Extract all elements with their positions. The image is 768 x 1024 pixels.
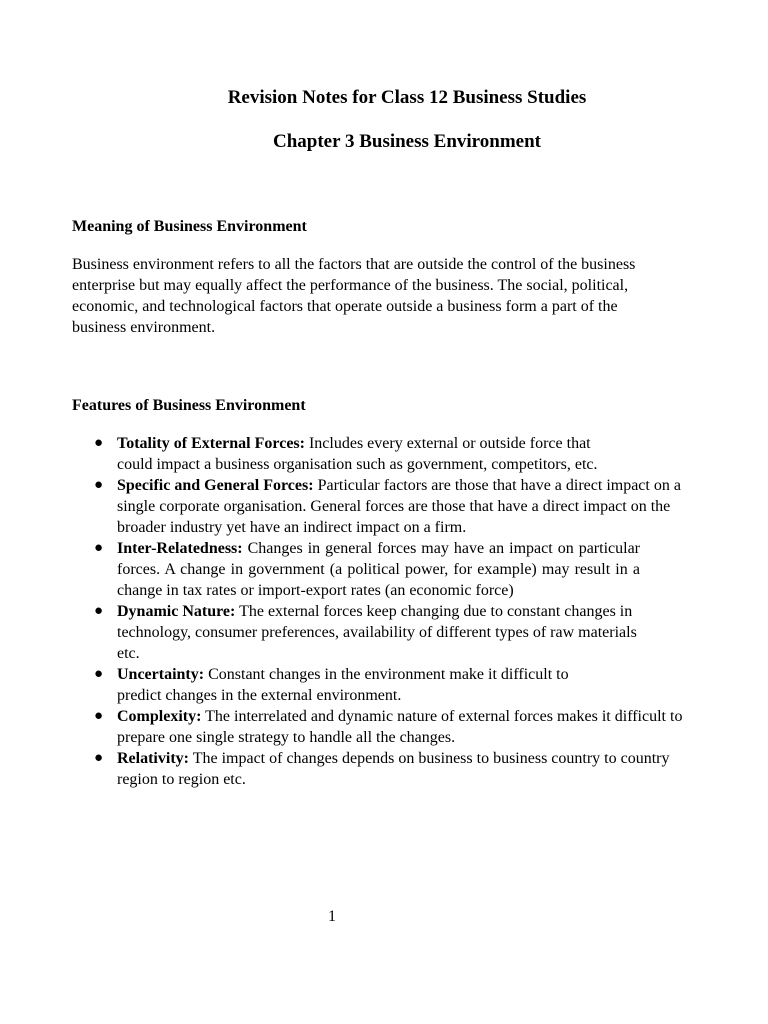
feature-term: Specific and General Forces: bbox=[117, 477, 314, 494]
meaning-paragraph: Business environment refers to all the factors that are outside the control of the business enterprise but may equally affect the performance of the business. The social, political, economic, and technological factors that operate outside a business form a part of the business environment. bbox=[72, 256, 636, 336]
feature-item bbox=[72, 433, 692, 475]
feature-body bbox=[117, 748, 692, 790]
feature-item bbox=[72, 601, 692, 664]
feature-text: Changes in general forces may have an impact on particular forces. A change in government (a political power, for example) may result in a change in tax rates or import-export rates (an economic force) bbox=[117, 540, 640, 599]
feature-text: The impact of changes depends on business to business country to country region to region etc. bbox=[117, 750, 670, 788]
bullet-icon: ● bbox=[94, 708, 104, 724]
feature-item bbox=[72, 748, 692, 790]
feature-term: Relativity: bbox=[117, 750, 189, 767]
feature-body bbox=[117, 706, 692, 748]
features-heading: Features of Business Environment bbox=[72, 397, 306, 414]
feature-term: Complexity: bbox=[117, 708, 202, 725]
feature-body bbox=[117, 477, 681, 536]
feature-item bbox=[72, 475, 692, 538]
bullet-icon: ● bbox=[94, 477, 104, 493]
feature-text: Particular factors are those that have a direct impact on a single corporate organisation. General forces are those that have a direct impact on the broader industry yet have an indirect impact on a firm. bbox=[117, 477, 681, 536]
feature-item bbox=[72, 538, 692, 601]
feature-term: Dynamic Nature: bbox=[117, 603, 236, 620]
feature-body bbox=[117, 664, 617, 706]
chapter-title: Chapter 3 Business Environment bbox=[273, 131, 541, 152]
page-number: 1 bbox=[328, 908, 336, 925]
feature-text: The interrelated and dynamic nature of external forces makes it difficult to prepare one single strategy to handle all the changes. bbox=[117, 708, 683, 746]
feature-text: Constant changes in the environment make it difficult to predict changes in the external environment. bbox=[117, 666, 569, 704]
feature-body bbox=[117, 601, 657, 664]
feature-text: Includes every external or outside force that could impact a business organisation such as government, competitors, etc. bbox=[117, 435, 598, 473]
bullet-icon: ● bbox=[94, 540, 104, 556]
document-title: Revision Notes for Class 12 Business Studies bbox=[227, 87, 587, 108]
features-list bbox=[72, 433, 692, 790]
feature-term: Totality of External Forces: bbox=[117, 435, 305, 452]
feature-text: The external forces keep changing due to constant changes in technology, consumer preferences, availability of different types of raw materials etc. bbox=[117, 603, 637, 662]
feature-body bbox=[117, 538, 640, 601]
meaning-heading: Meaning of Business Environment bbox=[72, 218, 307, 235]
feature-term: Uncertainty: bbox=[117, 666, 205, 683]
bullet-icon: ● bbox=[94, 435, 104, 451]
bullet-icon: ● bbox=[94, 603, 104, 619]
feature-item bbox=[72, 706, 692, 748]
feature-body bbox=[117, 433, 617, 475]
feature-item bbox=[72, 664, 692, 706]
bullet-icon: ● bbox=[94, 750, 104, 766]
feature-term: Inter-Relatedness: bbox=[117, 540, 243, 557]
bullet-icon: ● bbox=[94, 666, 104, 682]
